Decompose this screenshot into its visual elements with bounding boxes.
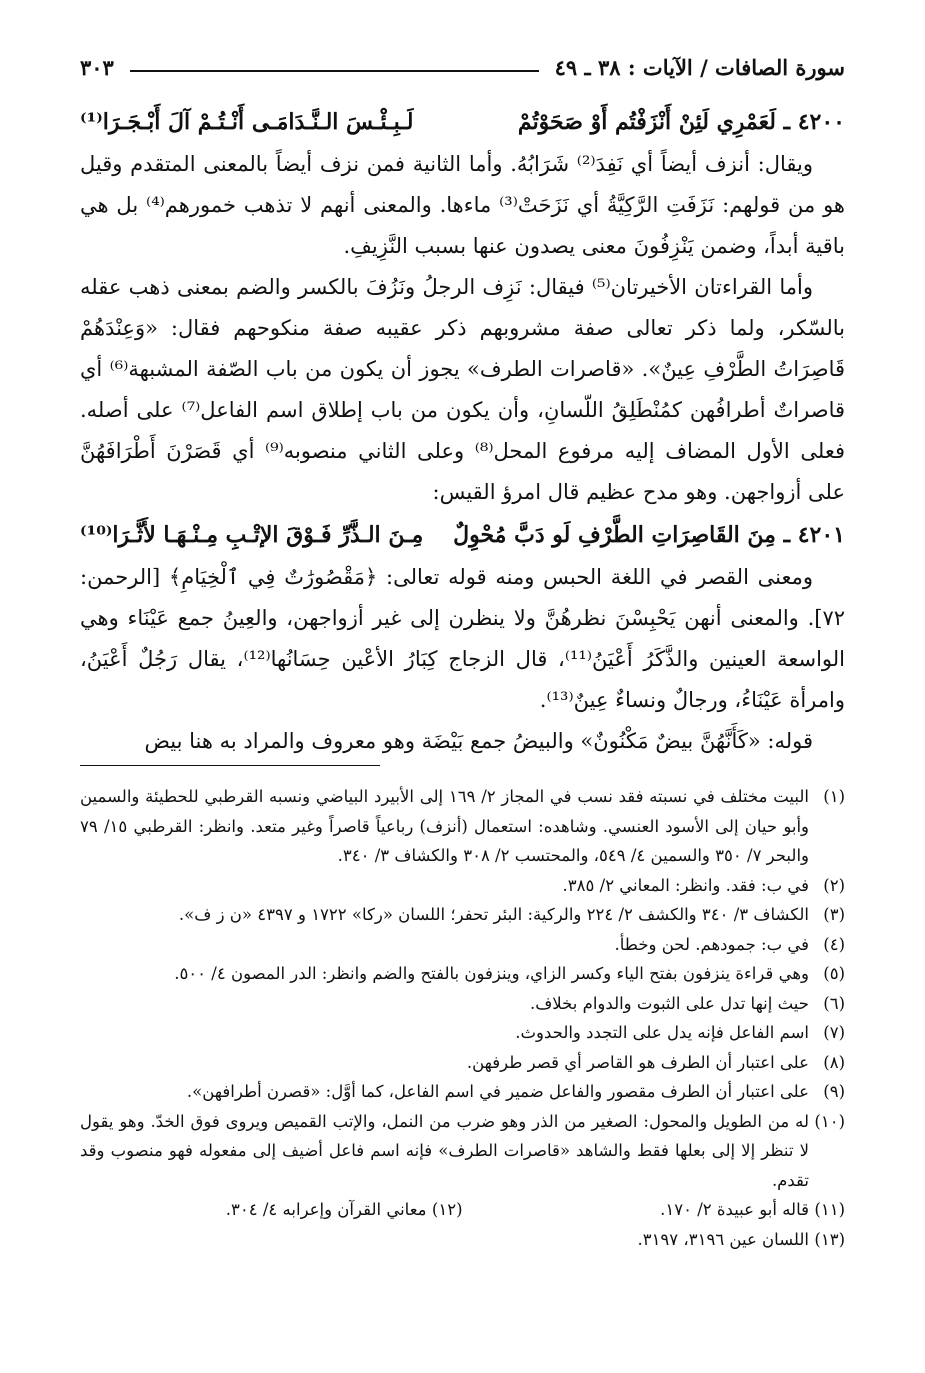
footnote-number: (٦)	[823, 993, 845, 1013]
footnote	[80, 1225, 845, 1255]
paragraph: وأما القراءتان الأخيرتان⁽⁵⁾ فيقال: نَزِف الرجلُ ونَزُفَ بالكسر والضم بمعنى ذهب عقله بالسّكر، ولما ذكر تعالى صفة مشروبهم ذكر عقيبه صفة منكوحهم فقال: «وَعِنْدَهُمْ قَاصِرَاتُ الطَّرْفِ عِينٌ». «قاصرات الطرف» يجوز أن يكون من باب الصّفة المشبهة⁽⁶⁾ أي قاصراتٌ أطرافُهن كمُنْطَلِقُ اللّسانِ، وأن يكون من باب إطلاق اسم الفاعل⁽⁷⁾ على أصله. فعلى الأول المضاف إليه مرفوع المحل⁽⁸⁾ وعلى الثاني منصوبه⁽⁹⁾ أي قَصَرْنَ أَطْرَافَهُنَّ على أزواجهن. وهو مدح عظيم قال امرؤ القيس:	[80, 275, 846, 504]
footnote-number: (١٠)	[814, 1111, 845, 1131]
footnote-number: (١١)	[814, 1200, 845, 1219]
running-header	[80, 40, 845, 80]
footnote	[80, 782, 845, 871]
footnote-text: حيث إنها تدل على الثبوت والدوام بخلاف.	[529, 993, 809, 1013]
footnote-text: الكشاف ٣/ ٣٤٠ والكشف ٢/ ٢٢٤ والركية: البئر تحفر؛ اللسان «ركا» ١٧٢٢ و ٤٣٩٧ «ن ز ف».	[178, 905, 809, 924]
footnote	[80, 1195, 463, 1225]
footnote	[80, 1107, 845, 1196]
footnote-number: (٧)	[823, 1023, 845, 1042]
footnote-number: (١)	[823, 787, 845, 806]
verse-second-hemistich: مِـنَ الـذَّرِّ فَـوْقَ الإتْـبِ مِـنْـهَـا لأَثَّـرَا⁽¹⁰⁾	[80, 522, 424, 548]
footnote	[80, 1077, 845, 1107]
footnote	[80, 900, 845, 930]
footnote-separator	[80, 765, 380, 766]
paragraph: ويقال: أنزف أيضاً أي نَفِدَ⁽²⁾ شَرَابُهُ. وأما الثانية فمن نزف أيضاً بالمعنى المتقدم وقيل هو من قولهم: نَزَفَتِ الرَّكِيَّةُ أي نَزَحَتْ⁽³⁾ ماءها. والمعنى أنهم لا تذهب خمورهم⁽⁴⁾ بل هي باقية أبداً، وضمن يَنْزِفُونَ معنى يصدون عنها بسبب النَّزِيفِ.	[80, 152, 845, 258]
footnote-text: في ب: جمودهم. لحن وخطأ.	[614, 934, 809, 954]
footnote-text: وهي قراءة ينزفون بفتح الياء وكسر الزاي، وينزفون بالفتح والضم وانظر: الدر المصون ٤/ ٥٠٠.	[174, 964, 809, 983]
footnote	[80, 930, 845, 960]
footnote-pair	[80, 1195, 845, 1225]
footnote	[80, 1018, 845, 1048]
poetry-verse	[80, 513, 845, 557]
paragraph: قوله: «كَأَنَّهُنَّ بيضٌ مَكْنُونٌ» والبيضُ جمع بَيْضَة وهو معروف والمراد به هنا بيض	[144, 729, 813, 753]
footnote-number: (٩)	[823, 1082, 845, 1101]
footnote-number: (١٣)	[814, 1229, 845, 1249]
footnote	[80, 989, 845, 1019]
poetry-verse	[80, 100, 845, 144]
book-page	[80, 40, 845, 1333]
footnote-text: معاني القرآن وإعرابه ٤/ ٣٠٤.	[225, 1200, 427, 1219]
header-rule	[130, 70, 539, 72]
footnote-number: (٥)	[823, 964, 845, 983]
paragraph: ومعنى القصر في اللغة الحبس ومنه قوله تعالى: ﴿مَقْصُورَٰتٌ فِي ٱلْخِيَامِ﴾ [الرحمن: ٧٢]. والمعنى أنهن يَحْبِسْنَ نظرهُنَّ ولا ينظرن إلى غير أزواجهن، والعِينُ جمع عَيْنَاء وهي الواسعة العينين والذَّكَرُ أَعْيَنُ⁽¹¹⁾، قال الزجاج كِبَارُ الأعْين حِسَانُها⁽¹²⁾، يقال رَجُلٌ أَعْيَنُ، وامرأة عَيْنَاءُ، ورجالٌ ونساءٌ عِينٌ⁽¹³⁾.	[80, 565, 845, 712]
footnote-text: اسم الفاعل فإنه يدل على التجدد والحدوث.	[515, 1023, 809, 1042]
footnote	[80, 959, 845, 989]
footnote	[80, 1048, 845, 1078]
footnote-text: البيت مختلف في نسبته فقد نسب في المجاز ٢/ ١٦٩ إلى الأبيرد البياضي ونسبه القرطبي للحطيئة والسمين وأبو حيان إلى الأسود العنسي. وشاهده: استعمال (أنزف) رباعياً قاصراً وغير متعد. وانظر: القرطبي ١٥/ ٧٩ والبحر ٧/ ٣٥٠ والسمين ٤/ ٥٤٩، والمحتسب ٢/ ٣٠٨ والكشاف ٣/ ٣٤٠.	[80, 787, 809, 865]
footnote-text: على اعتبار أن الطرف هو القاصر أي قصر طرفهن.	[466, 1052, 809, 1072]
footnote-number: (٣)	[823, 905, 845, 924]
footnote-text: قاله أبو عبيدة ٢/ ١٧٠.	[660, 1200, 809, 1219]
footnote-text: على اعتبار أن الطرف مقصور والفاعل ضمير في اسم الفاعل، كما أوَّل: «قصرن أطرافهن».	[186, 1082, 809, 1101]
footnote-text: له من الطويل والمحول: الصغير من الذر وهو ضرب من النمل، والإتب القميص ويروى فوق الخدّ. وهو يقول لا تنظر إلا إلى بعلها فقط والشاهد «قاصرات الطرف» فإنه اسم فاعل أضيف إلى مفعوله فهو منصوب وقد تقدم.	[80, 1111, 809, 1190]
footnote-number: (٤)	[823, 934, 845, 954]
footnote-number: (١٢)	[431, 1200, 463, 1219]
footnote-number: (٢)	[823, 875, 845, 895]
verse-second-hemistich: لَـبِـئْـسَ الـنَّـدَامَـى أَنْـتُـمْ آلَ أَبْـجَـرَا⁽¹⁾	[80, 109, 414, 135]
footnote-text: في ب: فقد. وانظر: المعاني ٢/ ٣٨٥.	[562, 875, 809, 895]
verse-first-hemistich: ٤٢٠١ ـ مِنَ القَاصِرَاتِ الطَّرْفِ لَو دَبَّ مُحْوِلٌ	[453, 522, 845, 548]
footnote	[80, 871, 845, 901]
footnote-text: اللسان عين ٣١٩٦، ٣١٩٧.	[637, 1229, 809, 1249]
page-number: ٣٠٣	[80, 55, 114, 80]
main-text	[80, 100, 845, 762]
footnotes	[80, 782, 845, 1254]
surah-title: سورة الصافات / الآيات : ٣٨ ـ ٤٩	[554, 55, 845, 80]
footnote	[463, 1195, 846, 1225]
footnote-number: (٨)	[823, 1052, 845, 1072]
verse-first-hemistich: ٤٢٠٠ ـ لَعَمْرِي لَئِنْ أَنْزَفْتُم أَوْ صَحَوْتُمْ	[517, 109, 845, 135]
